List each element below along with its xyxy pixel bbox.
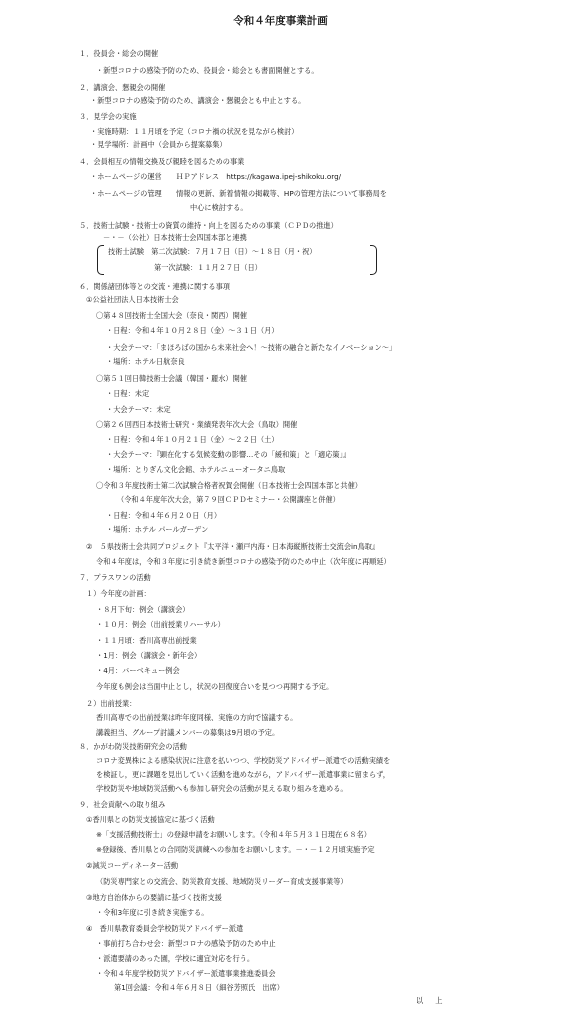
text-line: 第一次試験：１１月２７日（日） (154, 263, 262, 272)
text-line: ・大会テーマ：『顕在化する気候変動の影響…その「緩和策」と「適応策」』 (106, 450, 351, 459)
text-line: ９．社会貢献への取り組み (79, 800, 166, 809)
text-line: ・派遣要請のあった園，学校に適宜対応を行う。 (96, 954, 255, 963)
text-line: コロナ変異株による感染状況に注意を払いつつ、学校防災アドバイザー派遣での活動実績を (96, 756, 391, 765)
text-line: ・日程：未定 (106, 389, 150, 398)
text-line: １．役員会・総会の開催 (79, 49, 159, 58)
closing-mark: 以上 (416, 996, 455, 1005)
text-line: ・大会テーマ：「まほろばの国から未来社会へ！～技術の融合と新たなイノベーション～」 (106, 343, 397, 352)
text-line: 香川高専での出前授業は昨年度同様、実施の方向で協議する。 (96, 713, 298, 722)
text-line: ・ホームページの管理 情報の更新、新着情報の掲載等、HPの管理方法について事務局を (90, 189, 387, 198)
text-line: 令和４年度は，令和３年度に引き続き新型コロナの感染予防のため中止（次年度に再順延） (96, 557, 391, 566)
bracket-right (370, 245, 377, 275)
text-line: ・１１月頃：香川高専出前授業 (96, 636, 197, 645)
text-line: ・令和3年度に引き続き実施する。 (96, 908, 209, 917)
page-title: 令和４年度事業計画 (233, 15, 328, 27)
text-line: （防災専門家との交流会、防災教育支援、地域防災リーダー育成支援事業等） (96, 877, 348, 886)
text-line: 技術士試験 第二次試験：７月１７日（日）～１８日（月・祝） (108, 247, 317, 256)
text-line: 〇令和３年度技術士第二次試験合格者祝賀会開催（日本技術士会四国本部と共催） (96, 481, 362, 490)
text-line: ５．技術士試験・技術士の資質の維持・向上を図るための事業（ＣＰＤの推進） (79, 221, 338, 230)
text-line: ７．プラスワンの活動 (79, 573, 151, 582)
text-line: ①香川県との防災支援協定に基づく活動 (86, 815, 215, 824)
text-line: ・新型コロナの感染予防のため、講演会・懇親会とも中止とする。 (90, 96, 306, 105)
text-line: ３．見学会の実施 (79, 112, 137, 121)
text-line: ・見学場所：計画中（会員から提案募集） (90, 140, 227, 149)
text-line: ・令和４年度学校防災アドバイザー派遣事業推進委員会 (96, 969, 276, 978)
text-line: ・4月：バーベキュー例会 (96, 666, 180, 675)
text-line: 〇第５１回日韓技術士会議（韓国・麗水）開催 (96, 374, 247, 383)
text-line: ２．講演会、懇親会の開催 (79, 83, 166, 92)
text-line: を検証し，更に課題を見出していく活動を進めながら，アドバイザー派遣事業に留まらず， (96, 770, 390, 779)
text-line: ② ５県技術士会共同プロジェクト『太平洋・瀬戸内海・日本海縦断技術士交流会in鳥取』 (86, 542, 380, 551)
text-line: ③地方自治体からの要請に基づく技術支援 (86, 893, 222, 902)
text-line: ・ホームページの運営 ＨＰアドレス https://kagawa.ipej-shikoku.org/ (90, 172, 342, 181)
text-line: ④ 香川県教育委員会学校防災アドバイザー派遣 (86, 924, 244, 933)
text-line: ・１０月：例会（出前授業リハーサル） (96, 620, 225, 629)
text-line: ・場所：とりぎん文化会館、ホテルニューオータニ鳥取 (106, 465, 286, 474)
text-line: ６．関係諸団体等との交流・連携に関する事項 (79, 282, 230, 291)
text-line: ４．会員相互の情報交換及び親睦を図るための事業 (79, 157, 245, 166)
text-line: 今年度も例会は当面中止とし，状況の回復度合いを見つつ再開する予定。 (96, 682, 334, 691)
text-line: ・場所：ホテル日航奈良 (106, 357, 185, 366)
text-line: 第1回会議：令和４年６月８日（細谷芳照氏 出席） (114, 983, 284, 992)
text-line: ・大会テーマ：未定 (106, 405, 171, 414)
text-line: ２）出前授業： (86, 699, 137, 708)
text-line: ・日程：令和４年１０月２１日（金）～２２日（土） (106, 435, 279, 444)
text-line: ※登録後、香川県との合同防災訓練への参加をお願いします。－・－１２月頃実施予定 (96, 845, 375, 854)
text-line: ・事前打ち合わせ会：新型コロナの感染予防のため中止 (96, 939, 276, 948)
text-line: ①公益社団法人日本技術士会 (86, 295, 179, 304)
text-line: 〇第４８回技術士全国大会（奈良・関西）開催 (96, 311, 247, 320)
text-line: １）今年度の計画： (86, 589, 151, 598)
text-line: （令和４年度年次大会，第７９回ＣＰＤセミナー・公開講座と併催） (117, 495, 340, 504)
text-line: 中心に検討する。 (190, 203, 248, 212)
text-line: ・日程：令和４年６月２０日（月） (106, 511, 222, 520)
text-line: 講義担当、グループ討議メンバーの募集は9月頃の予定。 (96, 728, 280, 737)
text-line: ※「支援活動技術士」の登録申請をお願いします。（令和４年５月３１日現在６８名） (96, 830, 371, 839)
text-line: ・８月下旬：例会（講演会） (96, 605, 190, 614)
text-line: ・実施時期：１１月頃を予定（コロナ禍の状況を見ながら検討） (90, 127, 299, 136)
text-line: 学校防災や地域防災活動へも参加し研究会の活動が見える取り組みを進める。 (96, 784, 348, 793)
text-line: ・日程：令和４年１０月２８日（金）～３１日（月） (106, 326, 279, 335)
text-line: －・－（公社）日本技術士会四国本部と連携 (103, 233, 247, 242)
text-line: ・1月：例会（講演会・新年会） (96, 651, 202, 660)
text-line: 〇第２６回西日本技術士研究・業績発表年次大会（鳥取）開催 (96, 420, 298, 429)
text-line: ・新型コロナの感染予防のため、役員会・総会とも書面開催とする。 (96, 66, 319, 75)
text-line: ・場所：ホテル パールガーデン (106, 525, 209, 534)
bracket-left (97, 245, 104, 275)
text-line: ②減災コーディネーター活動 (86, 861, 179, 870)
text-line: ８．かがわ防災技術研究会の活動 (79, 742, 187, 751)
